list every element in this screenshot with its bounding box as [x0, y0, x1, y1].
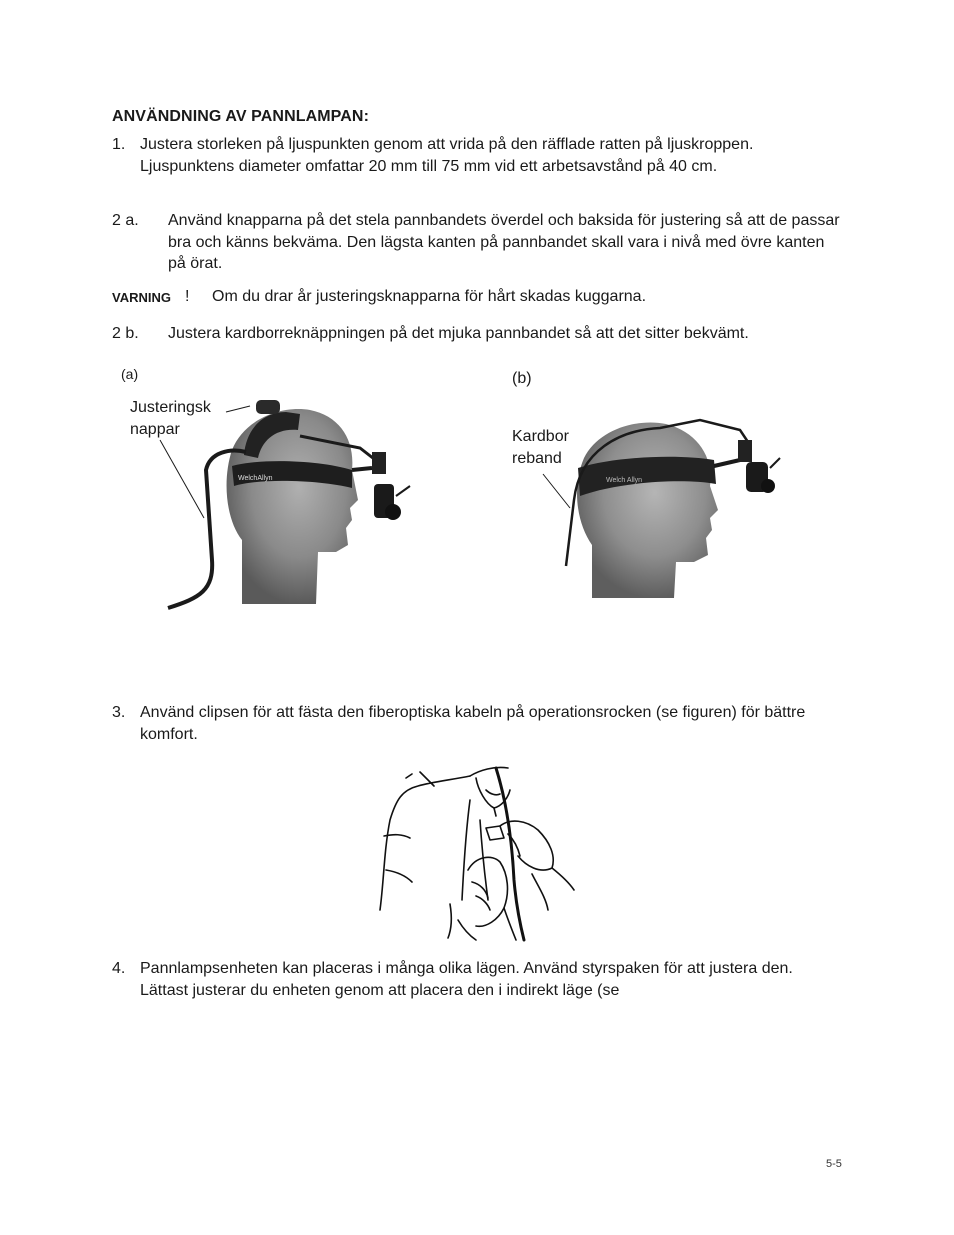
- step-3-text: Använd clipsen för att fästa den fiberoptiska kabeln på operationsrocken (se figuren) för bättre komfort.: [140, 704, 806, 743]
- warning-exclamation: !: [185, 288, 190, 305]
- warning-label: VARNING: [112, 290, 171, 305]
- step-2a-number: 2 a.: [112, 212, 139, 229]
- figure-b-label: Kardbor reband: [512, 428, 569, 467]
- figure-a-brand: WelchAllyn: [238, 475, 273, 482]
- figure-b-brand: Welch Allyn: [606, 477, 643, 484]
- step-2b-text: Justera kardborreknäppningen på det mjuka pannbandet så att det sitter bekvämt.: [168, 325, 749, 342]
- section-heading: ANVÄNDNING AV PANNLAMPAN:: [112, 108, 370, 125]
- warning-text: Om du drar år justeringsknapparna för hårt skadas kuggarna.: [212, 288, 647, 305]
- step-1-number: 1.: [112, 136, 126, 153]
- step-1-text: Justera storleken på ljuspunkten genom att vrida på den räfflade ratten på ljuskroppen. Ljuspunktens diameter omfattar 20 mm till 75 mm vid ett arbetsavstånd på 40 cm.: [140, 136, 754, 175]
- step-2a-text: Använd knapparna på det stela pannbandets överdel och baksida för justering så att de passar bra och känns bekväma. Den lägsta kanten på pannbandet skall vara i nivå med övre kanten på örat.: [168, 212, 840, 272]
- figure-b-caption: (b): [512, 370, 532, 387]
- step-4-number: 4.: [112, 960, 126, 977]
- figure-a-label: Justeringsk nappar: [130, 399, 211, 438]
- step-3-number: 3.: [112, 704, 126, 721]
- step-2b-number: 2 b.: [112, 325, 139, 342]
- step-4-text: Pannlampsenheten kan placeras i många olika lägen. Använd styrspaken för att justera den. Lättast justerar du enheten genom att placera den i indirekt läge (se: [140, 960, 793, 999]
- figure-a-caption: (a): [121, 366, 139, 382]
- page-number: 5-5: [826, 1158, 842, 1170]
